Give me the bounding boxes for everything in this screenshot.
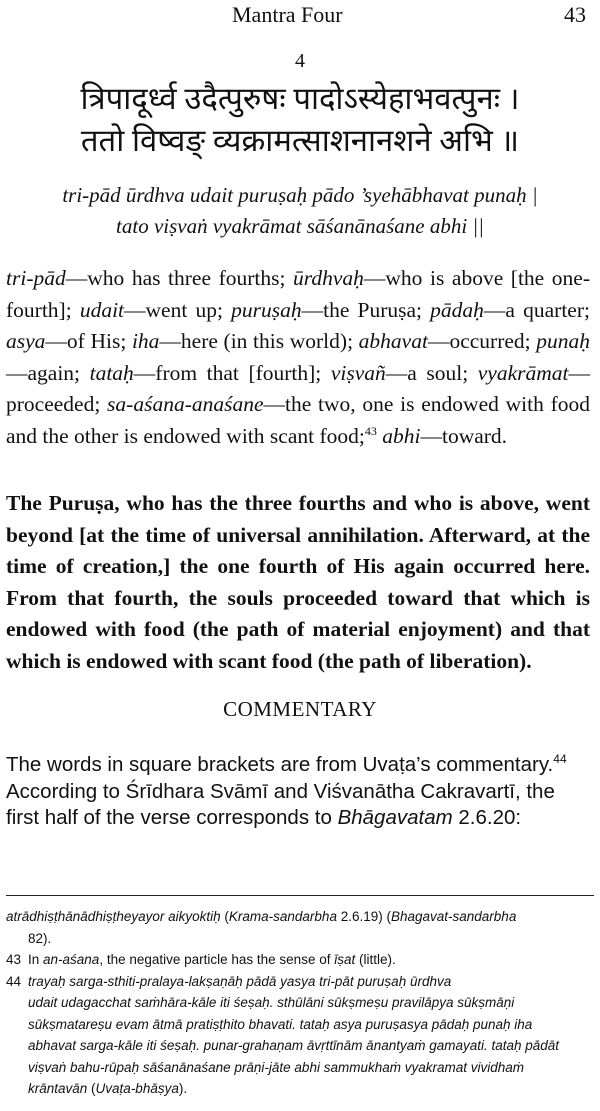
synonym-gloss: —the two, one is endowed with food and the other is endowed with scant food; <box>6 392 590 448</box>
footnote-continuation: 82). <box>28 930 52 946</box>
footnote-ref-43[interactable]: 43 <box>364 423 377 438</box>
devanagari-verse <box>0 78 600 162</box>
footnote-divider <box>6 895 594 896</box>
running-header <box>0 2 600 32</box>
synonym-term: ūrdhvaḥ <box>293 266 364 290</box>
footnote-number: 44 <box>6 973 22 989</box>
verse-translation: The Puruṣa, who has the three fourths and who is above, went beyond [at the time of universal annihilation. Afterward, at the time of creation,] the one fourth of His again occurred here. From that fourth, the souls proceeded toward that which is endowed with food (the path of material enjoyment) and that which is endowed with scant food (the path of liberation). <box>6 491 590 673</box>
mantra-number: 4 <box>295 50 305 72</box>
synonym-term: pādaḥ <box>430 297 484 322</box>
transliterated-verse <box>0 180 600 242</box>
footnote-number: 43 <box>6 952 22 967</box>
synonym-term: abhavat <box>358 329 428 354</box>
transliteration-line-1: tri-pād ūrdhva udait puruṣaḥ pādo ’syehābhavat punaḥ | <box>62 183 538 207</box>
devanagari-line-2: ततो विष्वङ् व्यक्रामत्साशनानशने अभि ॥ <box>80 123 520 158</box>
commentary-body <box>6 752 590 832</box>
footnote-line: viṣvaṅ bahu-rūpaḥ sāśanānaśane prāṇi-jāte abhi sammukhaṁ vyakramat vividhaṁ <box>28 1059 525 1075</box>
running-title: Mantra Four <box>232 2 343 27</box>
devanagari-line-1: त्रिपादूर्ध्व उदैत्पुरुषः पादोऽस्येहाभवत्पुनः । <box>80 81 520 116</box>
footnote-line: sūkṣmatareṣu evam ātmā pratiṣṭhito bhavati. tataḥ asya puruṣasya pādaḥ punaḥ iha <box>28 1016 533 1032</box>
commentary-line: According to Śrīdhara Svāmī and Viśvanātha Cakravartī, the <box>6 779 555 803</box>
synonym-gloss: —occurred; <box>427 329 537 354</box>
synonym-gloss: —proceeded; <box>6 360 590 417</box>
synonym-term: udait <box>79 297 125 322</box>
synonym-term: iha <box>131 329 160 354</box>
synonym-gloss: —a soul; <box>385 360 478 385</box>
synonym-term: tataḥ <box>89 360 134 385</box>
commentary-line: first half of the verse corresponds to Bhāgavatam 2.6.20: <box>6 806 522 829</box>
synonym-gloss: —here (in this world); <box>159 329 359 354</box>
synonym-term: vyakrāmat <box>477 360 569 385</box>
footnote-line: abhavat sarga-kāle iti śeṣaḥ. punar-grahaṇam āvṛttīnām ānantyaṁ gamayati. tataḥ pādāt <box>28 1038 560 1053</box>
synonym-gloss: —went up; <box>124 297 232 322</box>
commentary-heading: COMMENTARY <box>223 697 377 721</box>
synonym-gloss: —from that [fourth]; <box>133 360 331 385</box>
synonym-gloss: —who is above [the one-fourth]; <box>6 266 590 322</box>
synonym-term: tri-pād <box>6 266 66 290</box>
word-for-word-synonyms <box>6 263 590 453</box>
synonym-term: sa-aśana-anaśane <box>107 392 264 417</box>
synonym-gloss: —toward. <box>420 423 508 448</box>
transliteration-line-2: tato viṣvaṅ vyakrāmat sāśanānaśane abhi || <box>116 214 484 238</box>
footnotes <box>6 906 592 1100</box>
synonym-gloss: —a quarter; <box>483 297 590 322</box>
synonym-term: asya <box>6 329 46 354</box>
synonym-term: punaḥ <box>536 329 591 354</box>
footnote-line: udait udagacchat saṁhāra-kāle iti śeṣaḥ. sthūlāni sūkṣmeṣu pravilāpya sūkṣmāṇi <box>28 995 515 1010</box>
synonym-gloss: —who has three fourths; <box>65 266 294 290</box>
footnote-continuation: atrādhiṣṭhānādhiṣṭheyayor aikyoktiḥ (Krama-sandarbha 2.6.19) (Bhagavat-sandarbha <box>6 909 517 924</box>
book-title: Bhāgavatam <box>337 806 453 829</box>
synonym-gloss: —of His; <box>45 329 132 354</box>
footnote-ref-44[interactable]: 44 <box>553 752 567 767</box>
page-number: 43 <box>564 2 586 27</box>
footnote-44: 44 trayaḥ sarga-sthiti-pralaya-lakṣaṇāḥ pādā yasya tri-pāt puruṣaḥ ūrdhva <box>6 971 592 993</box>
synonym-gloss: —again; <box>6 360 90 385</box>
synonym-term: viṣvañ <box>330 360 386 385</box>
commentary-line: The words in square brackets are from Uvaṭa’s commentary.$^{44}$ <box>6 752 567 776</box>
footnote-43: 43 In an-aśana, the negative particle has the sense of īṣat (little). <box>6 949 592 971</box>
synonym-term: abhi <box>376 423 421 448</box>
synonym-gloss: —the Puruṣa; <box>301 297 431 322</box>
synonym-term: puruṣaḥ <box>231 297 302 322</box>
footnote-line: krāntavān (Uvaṭa-bhāṣya). <box>28 1081 188 1096</box>
